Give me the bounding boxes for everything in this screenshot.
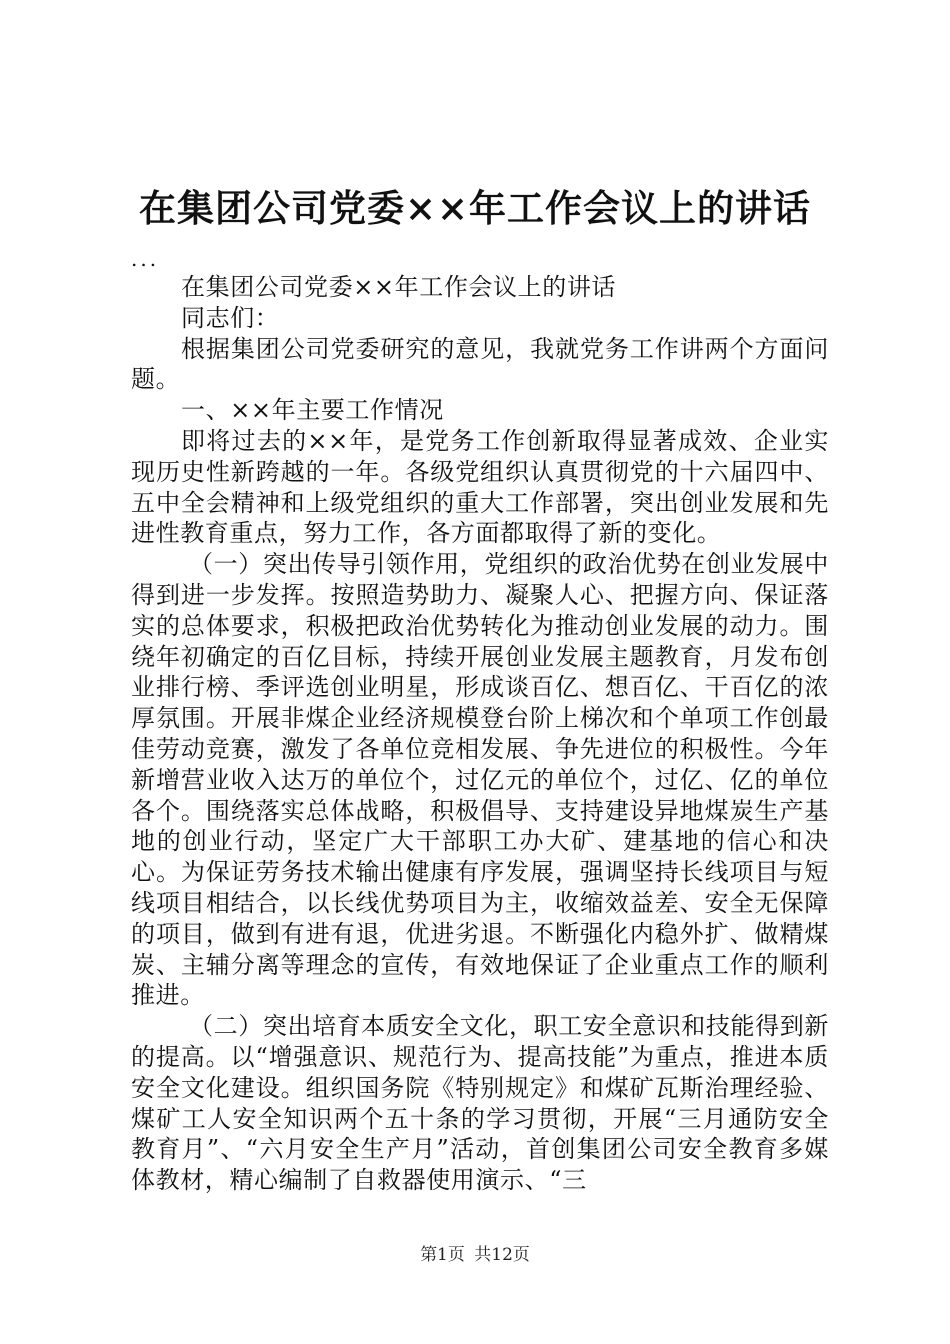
paragraph-salutation: 同志们：: [181, 303, 280, 332]
document-body: [131, 246, 829, 1196]
paragraph-point-one: （一）突出传导引领作用，党组织的政治优势在创业发展中得到进一步发挥。按照造势助力、凝聚人心、把握方向、保证落实的总体要求，积极把政治优势转化为推动创业发展的动力。围绕年初确定的百亿目标，持续开展创业发展主题教育，月发布创业排行榜、季评选创业明星，形成谈百亿、想百亿、干百亿的浓厚氛围。开展非煤企业经济规模登台阶上梯次和个单项工作创最佳劳动竞赛，激发了各单位竞相发展、争先进位的积极性。今年新增营业收入达万的单位个，过亿元的单位个，过亿、亿的单位各个。围绕落实总体战略，积极倡导、支持建设异地煤炭生产基地的创业行动，坚定广大干部职工办大矿、建基地的信心和决心。为保证劳务技术输出健康有序发展，强调坚持长线项目与短线项目相结合，以长线优势项目为主，收缩效益差、安全无保障的项目，做到有进有退，优进劣退。不断强化内稳外扩、做精煤炭、主辅分离等理念的宣传，有效地保证了企业重点工作的顺利推进。: [131, 550, 829, 1010]
paragraph-subtitle: 在集团公司党委××年工作会议上的讲话: [181, 273, 617, 301]
paragraph-intro: 根据集团公司党委研究的意见，我就党务工作讲两个方面问题。: [131, 334, 829, 394]
paragraph-point-two: （二）突出培育本质安全文化，职工安全意识和技能得到新的提高。以“增强意识、规范行为、提高技能”为重点，推进本质安全文化建设。组织国务院《特别规定》和煤矿瓦斯治理经验、煤矿工人安全知识两个五十条的学习贯彻，开展“三月通防安全教育月”、“六月安全生产月”活动，首创集团公司安全教育多媒体教材，精心编制了自救器使用演示、“三: [131, 1012, 829, 1195]
section-heading: 一、××年主要工作情况: [181, 396, 444, 425]
paragraph-overview: 即将过去的××年，是党务工作创新取得显著成效、企业实现历史性新跨越的一年。各级党组织认真贯彻党的十六届四中、五中全会精神和上级党组织的重大工作部署，突出创业发展和先进性教育重点，努力工作，各方面都取得了新的变化。: [131, 426, 829, 548]
page-footer: [0, 1243, 950, 1267]
document-title: 在集团公司党委××年工作会议上的讲话: [138, 186, 811, 230]
ellipsis-marker: ...: [131, 247, 160, 271]
page-number: 第1页: [420, 1245, 465, 1265]
page-total: 共12页: [474, 1245, 530, 1265]
